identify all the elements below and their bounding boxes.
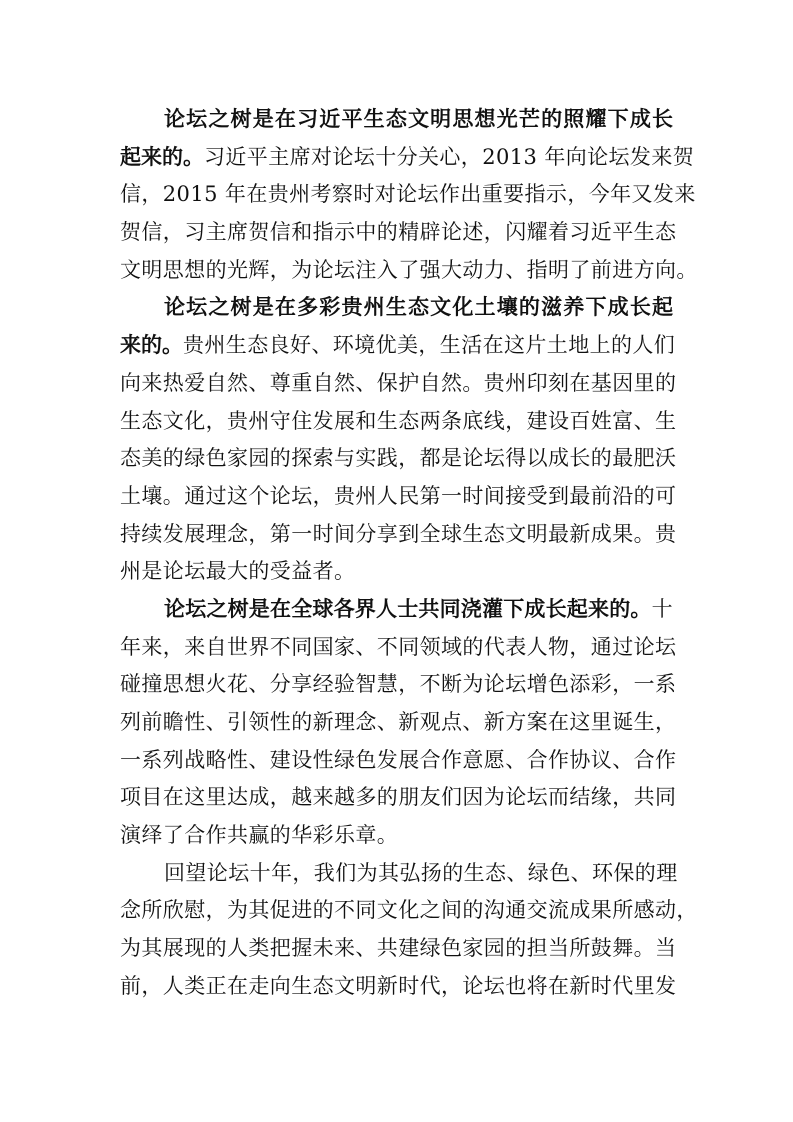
body-text: 项目在这里达成，越来越多的朋友们因为论坛而结缘，共同 bbox=[120, 785, 677, 810]
text-line bbox=[120, 817, 673, 855]
text-line bbox=[120, 101, 673, 139]
bold-lead-sentence: 论坛之树是在习近平生态文明思想光芒的照耀下成长 bbox=[164, 107, 673, 131]
text-line bbox=[120, 440, 677, 478]
body-text: 为其展现的人类把握未来、共建绿色家园的担当所鼓舞。当 bbox=[120, 936, 677, 961]
bold-lead-sentence: 来的。 bbox=[120, 333, 183, 358]
text-line bbox=[120, 855, 678, 893]
body-text: 生态文化，贵州守住发展和生态两条底线，建设百姓富、生 bbox=[120, 408, 677, 433]
text-line bbox=[120, 327, 676, 365]
body-text: 年来，来自世界不同国家、不同领域的代表人物，通过论坛 bbox=[120, 634, 677, 659]
bold-lead-sentence: 论坛之树是在全球各界人士共同浇灌下成长起来的。 bbox=[164, 596, 652, 621]
body-text: 贺信，习主席贺信和指示中的精辟论述，闪耀着习近平生态 bbox=[120, 220, 677, 245]
body-text: 信，2015 年在贵州考察时对论坛作出重要指示，今年又发来 bbox=[120, 182, 696, 207]
body-text: 土壤。通过这个论坛，贵州人民第一时间接受到最前沿的可 bbox=[120, 483, 677, 508]
body-text: 念所欣慰，为其促进的不同文化之间的沟通交流成果所感动， bbox=[120, 898, 698, 923]
text-line bbox=[120, 403, 677, 441]
text-line bbox=[120, 139, 695, 177]
text-line bbox=[120, 892, 698, 930]
body-text: 演绎了合作共赢的华彩乐章。 bbox=[120, 823, 399, 848]
text-line bbox=[120, 214, 677, 252]
body-text: 碰撞思想火花、分享经验智慧，不断为论坛增色添彩，一系 bbox=[120, 672, 677, 697]
text-line bbox=[120, 553, 673, 591]
paragraph-1 bbox=[120, 101, 698, 289]
body-text: 文明思想的光辉，为论坛注入了强大动力、指明了前进方向。 bbox=[120, 257, 698, 282]
body-text: 回望论坛十年，我们为其弘扬的生态、绿色、环保的理 bbox=[164, 860, 678, 885]
text-line bbox=[120, 478, 677, 516]
body-text: 前，人类正在走向生态文明新时代，论坛也将在新时代里发 bbox=[120, 973, 677, 998]
bold-lead-sentence: 起来的。 bbox=[120, 144, 204, 169]
text-line bbox=[120, 779, 677, 817]
body-text: 一系列战略性、建设性绿色发展合作意愿、合作协议、合作 bbox=[120, 747, 677, 772]
text-line bbox=[120, 930, 677, 968]
text-line bbox=[120, 629, 677, 667]
body-text: 列前瞻性、引领性的新理念、新观点、新方案在这里诞生， bbox=[120, 710, 677, 734]
text-line bbox=[120, 666, 677, 704]
text-line bbox=[120, 704, 677, 742]
paragraph-2 bbox=[120, 289, 677, 591]
text-line bbox=[120, 289, 673, 327]
bold-lead-sentence: 论坛之树是在多彩贵州生态文化土壤的滋养下成长起 bbox=[164, 295, 673, 320]
body-text: 贵州生态良好、环境优美，生活在这片土地上的人们 bbox=[183, 333, 676, 358]
text-line bbox=[120, 591, 673, 629]
text-line bbox=[120, 516, 677, 554]
body-text: 州是论坛最大的受益者。 bbox=[120, 559, 356, 584]
text-line bbox=[120, 176, 696, 214]
body-text: 态美的绿色家园的探索与实践，都是论坛得以成长的最肥沃 bbox=[120, 446, 677, 471]
text-line bbox=[120, 252, 698, 290]
body-text: 向来热爱自然、尊重自然、保护自然。贵州印刻在基因里的 bbox=[120, 370, 677, 395]
text-line bbox=[120, 968, 677, 1006]
body-text: 持续发展理念，第一时间分享到全球生态文明最新成果。贵 bbox=[120, 521, 677, 546]
body-text: 十 bbox=[651, 596, 673, 621]
body-text: 习近平主席对论坛十分关心，2013 年向论坛发来贺 bbox=[204, 144, 695, 169]
paragraph-3 bbox=[120, 591, 677, 855]
text-line bbox=[120, 742, 677, 780]
document-body bbox=[120, 101, 698, 1006]
text-line bbox=[120, 365, 677, 403]
paragraph-4 bbox=[120, 855, 698, 1006]
